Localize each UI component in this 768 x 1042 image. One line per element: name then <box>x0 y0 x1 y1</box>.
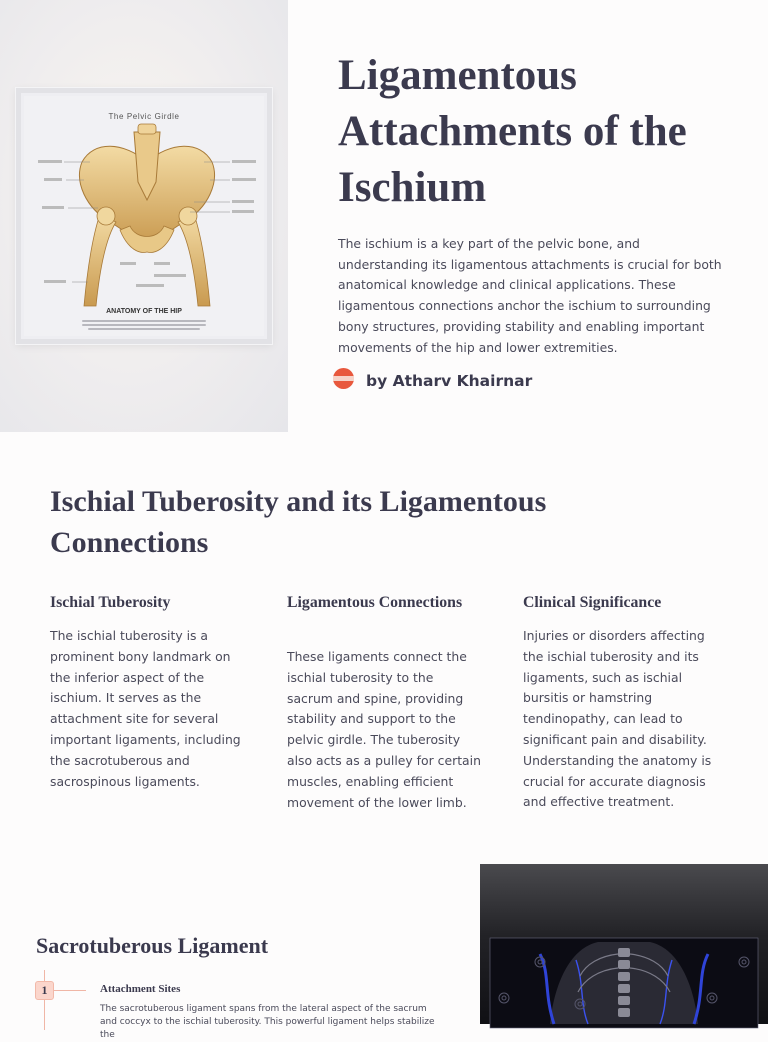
column-heading: Ligamentous Connections <box>287 594 463 611</box>
column-ligamentous-connections <box>287 594 483 813</box>
column-text: Injuries or disorders affecting the ischial tuberosity and its ligaments, such as ischial bursitis or hamstring tendinopathy, can lead to significant pain and disability. Understanding the anatomy is crucial for accurate diagnosis and effective treatment. <box>523 628 712 810</box>
pelvic-girdle-poster <box>16 88 272 344</box>
hero-image-panel <box>0 0 288 432</box>
column-heading: Ischial Tuberosity <box>50 594 171 611</box>
step-text: The sacrotuberous ligament spans from the lateral aspect of the sacrum and coccyx to the ischial tuberosity. This powerful ligament helps stabilize the <box>100 1004 435 1040</box>
xray-illustration <box>480 864 768 1024</box>
column-text: These ligaments connect the ischial tuberosity to the sacrum and spine, providing stability and support to the pelvic girdle. The tuberosity also acts as a pulley for certain muscles, enabling efficient movement of the lower limb. <box>287 649 481 810</box>
step-number-badge: 1 <box>35 981 54 1000</box>
step-heading: Attachment Sites <box>100 983 181 995</box>
timeline-connector <box>54 990 86 991</box>
section-title-ischial-tuberosity: Ischial Tuberosity and its Ligamentous Connections <box>50 485 547 559</box>
intro-paragraph: The ischium is a key part of the pelvic bone, and understanding its ligamentous attachments is crucial for both anatomical knowledge and clinical applications. These ligamentous connections anchor the ischium to surrounding bony structures, providing stability and enabling important movements of the hip and lower extremities. <box>338 236 722 355</box>
timeline-line <box>44 970 45 1030</box>
author-name: by Atharv Khairnar <box>366 372 533 390</box>
page-title: Ligamentous Attachments of the Ischium <box>338 52 687 211</box>
column-text: The ischial tuberosity is a prominent bony landmark on the inferior aspect of the ischium. It serves as the attachment site for several important ligaments, including the sacrotuberous and sacrospinous ligaments. <box>50 628 241 789</box>
author-avatar <box>333 368 354 389</box>
column-clinical-significance <box>523 594 719 813</box>
xray-image-panel <box>480 864 768 1024</box>
poster-caption: ANATOMY OF THE HIP <box>106 308 182 315</box>
poster-title: The Pelvic Girdle <box>108 112 180 121</box>
pelvis-illustration <box>24 122 270 312</box>
poster-fine-print <box>82 320 206 332</box>
column-ischial-tuberosity <box>50 594 246 792</box>
column-heading: Clinical Significance <box>523 594 662 611</box>
section-title-sacrotuberous: Sacrotuberous Ligament <box>36 933 269 958</box>
